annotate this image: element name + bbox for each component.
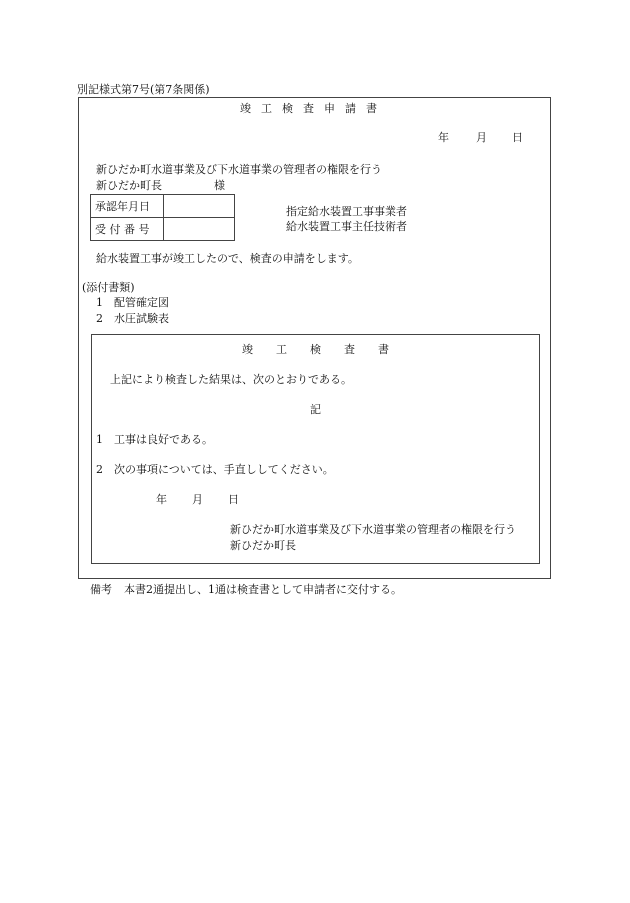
approval-date-label: 承認年月日 — [91, 195, 164, 218]
addressee-line2: 新ひだか町長 — [96, 179, 162, 192]
form-number: 別記様式第7号(第7条関係) — [77, 83, 210, 96]
attachment-item-2: 水圧試験表 — [114, 312, 169, 325]
date-month: 月 — [476, 131, 487, 144]
date-day: 日 — [512, 131, 523, 144]
inspection-item-no-2: 2 — [96, 463, 103, 476]
table-row — [91, 195, 235, 218]
inspection-item-1: 工事は良好である。 — [114, 433, 213, 446]
addressee-honorific: 様 — [214, 179, 225, 192]
date-year: 年 — [438, 131, 449, 144]
inspection-ki: 記 — [310, 403, 321, 416]
addressee-line1: 新ひだか町水道事業及び下水道事業の管理者の権限を行う — [96, 163, 382, 176]
applicant-line2: 給水装置工事主任技術者 — [286, 220, 407, 233]
request-text: 給水装置工事が竣工したので、検査の申請をします。 — [96, 252, 359, 265]
inspection-issuer-line1: 新ひだか町水道事業及び下水道事業の管理者の権限を行う — [230, 523, 516, 536]
attachment-item-1: 配管確定図 — [114, 296, 169, 309]
attachment-no-1: 1 — [96, 296, 103, 309]
inspection-date-year: 年 — [156, 493, 167, 506]
inspection-title: 竣工検査書 — [242, 343, 412, 356]
receipt-number-label: 受 付 番 号 — [91, 218, 164, 241]
approval-table — [90, 194, 235, 241]
document-title: 竣工検査申請書 — [240, 102, 387, 115]
remarks-text: 本書2通提出し、1通は検査書として申請者に交付する。 — [124, 583, 402, 596]
remarks-label: 備考 — [90, 583, 112, 596]
attachment-no-2: 2 — [96, 312, 103, 325]
inspection-date-day: 日 — [228, 493, 239, 506]
inspection-item-no-1: 1 — [96, 433, 103, 446]
approval-date-field[interactable] — [164, 195, 235, 218]
attachments-heading: (添付書類) — [82, 281, 135, 294]
inspection-date-month: 月 — [192, 493, 203, 506]
receipt-number-field[interactable] — [164, 218, 235, 241]
table-row — [91, 218, 235, 241]
applicant-line1: 指定給水装置工事事業者 — [286, 205, 407, 218]
inspection-intro: 上記により検査した結果は、次のとおりである。 — [110, 373, 352, 386]
inspection-item-2: 次の事項については、手直ししてください。 — [114, 463, 334, 476]
inspection-issuer-line2: 新ひだか町長 — [230, 539, 296, 552]
